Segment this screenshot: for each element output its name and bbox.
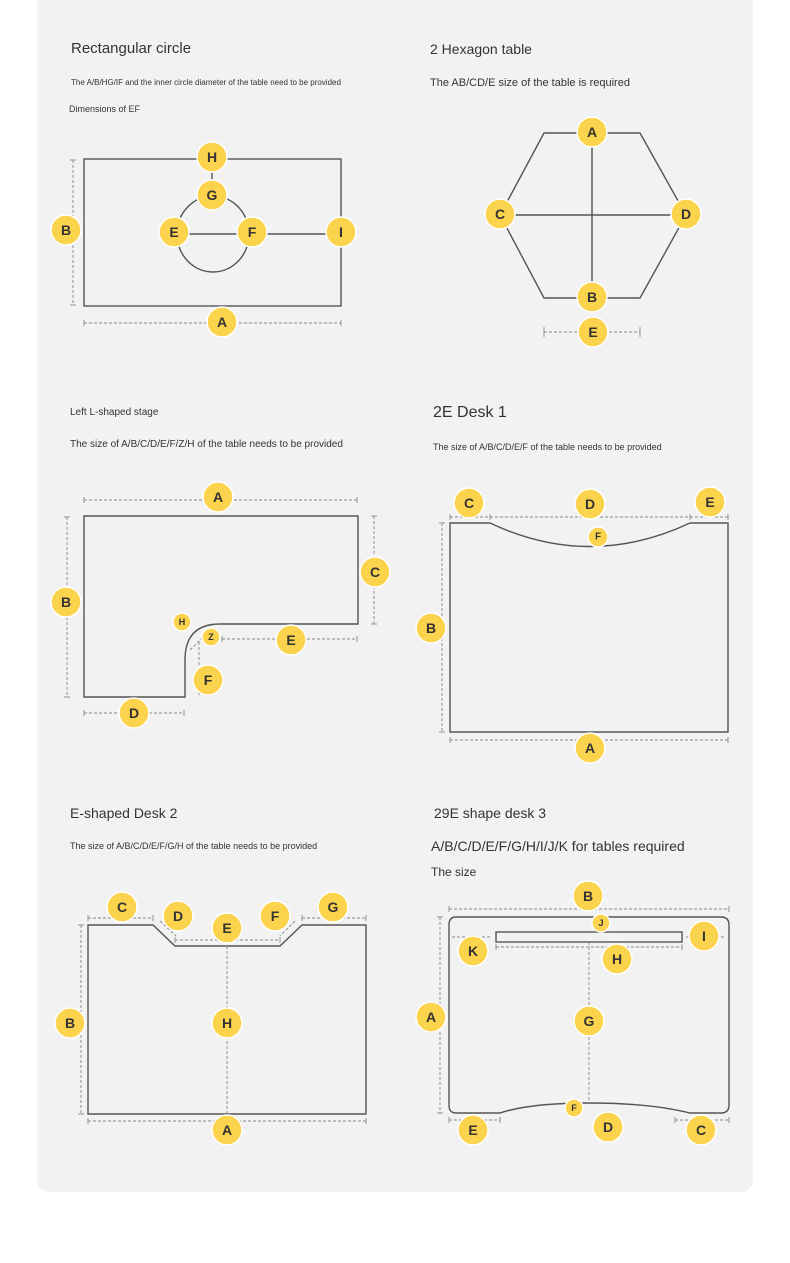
d1-title: 2E Desk 1	[433, 404, 507, 421]
svg-text:F: F	[594, 531, 602, 543]
badge-rect-h	[197, 142, 227, 172]
badge-d3-g	[574, 1006, 604, 1036]
badge-d3-c	[686, 1115, 716, 1145]
badge-hex-e	[578, 317, 608, 347]
svg-text:B: B	[425, 620, 437, 636]
badge-d3-h	[602, 944, 632, 974]
badge-d3-j	[592, 914, 610, 932]
badge-rect-i	[326, 217, 356, 247]
badge-l-d	[119, 698, 149, 728]
svg-text:E: E	[169, 224, 179, 240]
badge-d2-f	[260, 901, 290, 931]
svg-text:A: A	[425, 1009, 437, 1025]
svg-text:D: D	[602, 1119, 614, 1135]
svg-text:H: H	[221, 1015, 233, 1031]
svg-text:C: C	[463, 495, 475, 511]
badge-d3-i	[689, 921, 719, 951]
svg-text:E: E	[286, 632, 296, 648]
hex-desc: The AB/CD/E size of the table is required	[430, 77, 630, 89]
badge-d1-d	[575, 489, 605, 519]
svg-text:E: E	[705, 494, 715, 510]
d3-title: 29E shape desk 3	[434, 805, 547, 821]
d3-desc2: The size	[431, 865, 477, 879]
svg-text:G: G	[583, 1013, 595, 1029]
svg-text:C: C	[369, 564, 381, 580]
d2-title: E-shaped Desk 2	[70, 805, 178, 821]
svg-text:A: A	[221, 1122, 233, 1138]
badge-d2-a	[212, 1115, 242, 1145]
rect-desc: The A/B/HG/IF and the inner circle diameter of the table need to be provided	[71, 78, 341, 87]
l-title: Left L-shaped stage	[70, 407, 159, 418]
badge-d2-h	[212, 1008, 242, 1038]
svg-text:F: F	[571, 1103, 577, 1113]
svg-text:A: A	[212, 489, 224, 505]
svg-text:F: F	[270, 908, 280, 924]
badge-d3-a	[416, 1002, 446, 1032]
d2-desc: The size of A/B/C/D/E/F/G/H of the table needs to be provided	[70, 841, 318, 851]
svg-text:J: J	[598, 918, 604, 928]
svg-text:F: F	[203, 672, 213, 688]
badge-l-z	[202, 628, 220, 646]
svg-text:B: B	[64, 1015, 76, 1031]
badge-d1-b	[416, 613, 446, 643]
svg-text:A: A	[584, 740, 596, 756]
badge-l-h	[173, 613, 191, 631]
svg-text:D: D	[172, 908, 184, 924]
svg-text:B: B	[60, 222, 72, 238]
badge-rect-e	[159, 217, 189, 247]
badge-d1-a	[575, 733, 605, 763]
svg-text:D: D	[584, 496, 596, 512]
badge-d2-e	[212, 913, 242, 943]
svg-text:I: I	[702, 928, 706, 944]
svg-text:B: B	[582, 888, 594, 904]
badge-d3-d	[593, 1112, 623, 1142]
svg-text:Z: Z	[208, 632, 214, 642]
badge-l-a	[203, 482, 233, 512]
svg-text:B: B	[60, 594, 72, 610]
desk1-diagram	[439, 514, 728, 743]
badge-d3-f	[565, 1099, 583, 1117]
badge-l-e	[276, 625, 306, 655]
rect-desc2: Dimensions of EF	[69, 104, 141, 114]
svg-text:G: G	[327, 899, 339, 915]
badge-d3-k	[458, 936, 488, 966]
badge-hex-d	[671, 199, 701, 229]
svg-text:E: E	[468, 1122, 478, 1138]
badge-l-f	[193, 665, 223, 695]
badge-d3-b	[573, 881, 603, 911]
svg-text:C: C	[116, 899, 128, 915]
svg-text:E: E	[222, 920, 232, 936]
badge-d1-e	[695, 487, 725, 517]
d3-desc: A/B/C/D/E/F/G/H/I/J/K for tables required	[431, 838, 685, 854]
svg-text:C: C	[695, 1122, 707, 1138]
svg-text:C: C	[494, 206, 506, 222]
svg-text:G: G	[206, 187, 218, 203]
svg-text:I: I	[339, 224, 343, 240]
svg-text:K: K	[467, 943, 479, 959]
badge-rect-b	[51, 215, 81, 245]
badge-d2-g	[318, 892, 348, 922]
badge-d3-e	[458, 1115, 488, 1145]
badge-rect-f	[237, 217, 267, 247]
svg-text:H: H	[178, 617, 186, 627]
svg-text:D: D	[680, 206, 692, 222]
svg-text:H: H	[206, 149, 218, 165]
svg-text:D: D	[128, 705, 140, 721]
svg-text:A: A	[586, 124, 598, 140]
svg-text:B: B	[586, 289, 598, 305]
badge-l-b	[51, 587, 81, 617]
badge-hex-a	[577, 117, 607, 147]
svg-text:E: E	[588, 324, 598, 340]
svg-text:H: H	[611, 951, 623, 967]
badge-d2-d	[163, 901, 193, 931]
badge-rect-g	[197, 180, 227, 210]
badge-hex-c	[485, 199, 515, 229]
badge-d2-c	[107, 892, 137, 922]
badge-rect-a	[207, 307, 237, 337]
svg-text:A: A	[216, 314, 228, 330]
badge-d2-b	[55, 1008, 85, 1038]
hex-title: 2 Hexagon table	[430, 41, 532, 57]
badge-d1-c	[454, 488, 484, 518]
badge-l-c	[360, 557, 390, 587]
d1-desc: The size of A/B/C/D/E/F of the table needs to be provided	[433, 442, 662, 452]
badge-d1-f	[588, 527, 608, 547]
rect-title: Rectangular circle	[71, 40, 192, 57]
svg-text:F: F	[247, 224, 257, 240]
badge-hex-b	[577, 282, 607, 312]
l-desc: The size of A/B/C/D/E/F/Z/H of the table needs to be provided	[70, 439, 343, 450]
